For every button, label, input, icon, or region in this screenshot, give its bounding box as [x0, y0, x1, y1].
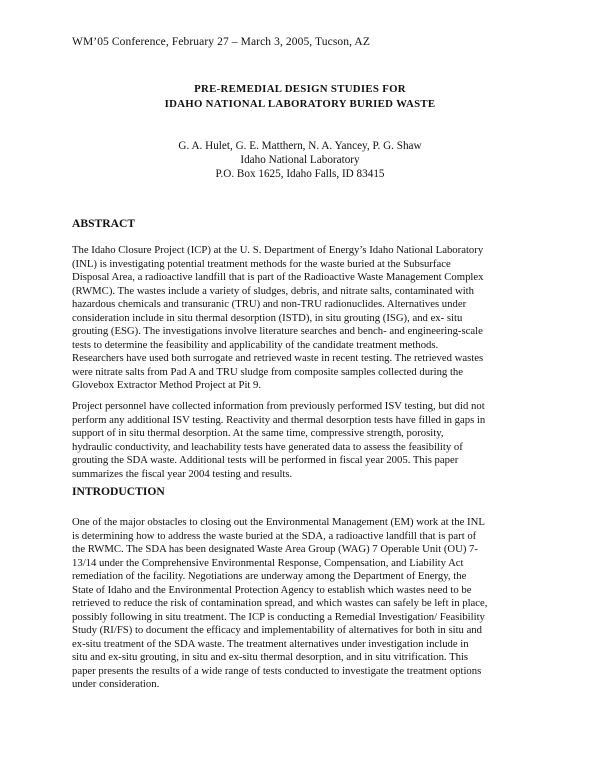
introduction-heading: INTRODUCTION [72, 485, 165, 498]
author-list: G. A. Hulet, G. E. Matthern, N. A. Yancey, P. G. Shaw [178, 140, 422, 152]
text-line: support of in situ thermal desorption. At the same time, compressive strength, porosity, [72, 427, 444, 439]
text-line: possibly following in situ treatment. The ICP is conducting a Remedial Investigation/ Feasibility [72, 610, 485, 623]
introduction-paragraph-1 [72, 516, 538, 692]
text-line: Study (RI/FS) to document the efficacy and implementability of alternatives for both in situ and [72, 624, 482, 636]
text-line: summarizes the fiscal year 2004 testing and results. [72, 467, 293, 480]
abstract-paragraph-1 [72, 244, 538, 393]
text-line: ex-situ treatment of the SDA waste. The treatment alternatives under investigation include in [72, 637, 469, 650]
text-line: Disposal Area, a radioactive landfill that is part of the Radioactive Waste Management Complex [72, 271, 484, 283]
running-header: WM’05 Conference, February 27 – March 3, 2005, Tucson, AZ [72, 36, 370, 48]
text-line: Researchers have used both surrogate and retrieved waste in recent testing. The retrieved wastes [72, 352, 484, 364]
text-line: retrieved to reduce the risk of contamination spread, and which wastes can safely be left in place, [72, 597, 488, 609]
text-line: were nitrate salts from Pad A and TRU sludge from composite samples collected during the [72, 365, 463, 378]
text-line: tests to determine the feasibility and applicability of the candidate treatment methods. [72, 338, 439, 351]
address: P.O. Box 1625, Idaho Falls, ID 83415 [215, 168, 385, 180]
text-line: The Idaho Closure Project (ICP) at the U. S. Department of Energy’s Idaho National Laboratory [72, 244, 484, 256]
text-line: (INL) is investigating potential treatment methods for the waste buried at the Subsurface [72, 257, 451, 270]
paper-title-line-2: IDAHO NATIONAL LABORATORY BURIED WASTE [164, 98, 436, 110]
text-line: One of the major obstacles to closing out the Environmental Management (EM) work at the INL [72, 516, 485, 528]
text-line: grouting the SDA waste. Additional tests will be performed in fiscal year 2005. This paper [72, 454, 459, 466]
affiliation: Idaho National Laboratory [240, 154, 360, 166]
text-line: consideration include in situ thermal desorption (ISTD), in situ grouting (ISG), and ex- situ [72, 311, 463, 324]
text-line: under consideration. [72, 678, 160, 690]
text-line: (RWMC). The wastes include a variety of sludges, debris, and nitrate salts, contaminated with [72, 284, 474, 297]
abstract-paragraph-2 [72, 400, 538, 481]
text-line: is determining how to address the waste buried at the SDA, a radioactive landfill that is part of [72, 529, 477, 542]
text-line: 13/14 under the Comprehensive Environmental Response, Compensation, and Liability Act [72, 556, 464, 569]
text-line: remediation of the facility. Negotiations are underway among the Department of Energy, the [72, 570, 467, 582]
text-line: hydraulic conductivity, and leachability tests have generated data to assess the feasibility of [72, 440, 463, 453]
text-line: hazardous chemicals and transuranic (TRU) and non-TRU radionuclides. Alternatives under [72, 298, 467, 310]
text-line: situ and ex-situ grouting, in situ and ex-situ thermal desorption, and in situ vitrification. This [72, 651, 469, 663]
abstract-heading: ABSTRACT [72, 217, 136, 230]
text-line: grouting (ESG). The investigations involve literature searches and bench- and engineering-scale [72, 325, 483, 337]
text-line: paper presents the results of a wide range of tests conducted to investigate the treatment options [72, 664, 482, 677]
text-line: Glovebox Extractor Method Project at Pit 9. [72, 379, 262, 391]
text-line: perform any additional ISV testing. Reactivity and thermal desorption tests have filled in gaps in [72, 413, 486, 426]
paper-title-line-1: PRE-REMEDIAL DESIGN STUDIES FOR [194, 83, 406, 95]
text-line: the RWMC. The SDA has been designated Waste Area Group (WAG) 7 Operable Unit (OU) 7- [72, 543, 478, 555]
text-line: State of Idaho and the Environmental Protection Agency to establish which wastes need to be [72, 583, 472, 596]
text-line: Project personnel have collected information from previously performed ISV testing, but did not [72, 400, 485, 412]
